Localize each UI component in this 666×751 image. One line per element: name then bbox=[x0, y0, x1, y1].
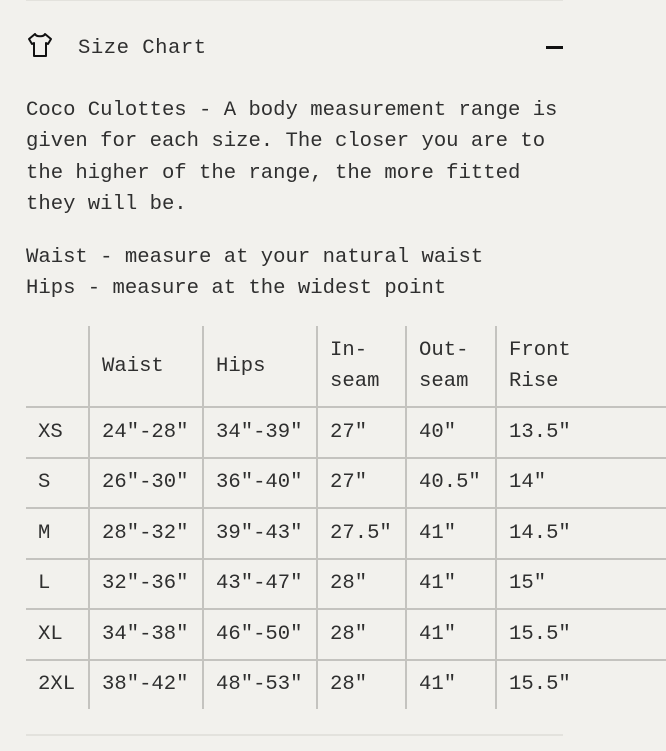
size-label: L bbox=[26, 559, 89, 610]
table-row bbox=[26, 609, 666, 660]
table-cell: 40.5" bbox=[406, 458, 496, 509]
waist-instruction: Waist - measure at your natural waist bbox=[26, 246, 484, 269]
measurement-instructions bbox=[26, 242, 566, 305]
size-label: S bbox=[26, 458, 89, 509]
table-cell: 14" bbox=[496, 458, 666, 509]
table-cell: 15.5" bbox=[496, 609, 666, 660]
table-cell: 32"-36" bbox=[89, 559, 203, 610]
table-cell: 43"-47" bbox=[203, 559, 317, 610]
table-cell: 27" bbox=[317, 458, 406, 509]
table-cell: 38"-42" bbox=[89, 660, 203, 710]
table-cell: 48"-53" bbox=[203, 660, 317, 710]
table-row bbox=[26, 508, 666, 559]
table-cell: 28" bbox=[317, 609, 406, 660]
table-cell: 26"-30" bbox=[89, 458, 203, 509]
divider-bottom bbox=[26, 734, 563, 736]
table-cell: 28" bbox=[317, 559, 406, 610]
table-cell: 15.5" bbox=[496, 660, 666, 710]
table-cell: 27.5" bbox=[317, 508, 406, 559]
tshirt-icon bbox=[26, 31, 54, 66]
column-header: Waist bbox=[89, 326, 203, 407]
hips-instruction: Hips - measure at the widest point bbox=[26, 277, 447, 301]
table-cell: 24"-28" bbox=[89, 407, 203, 458]
table-cell: 28"-32" bbox=[89, 508, 203, 559]
column-header: In- seam bbox=[317, 326, 406, 407]
size-table-scroll[interactable] bbox=[26, 326, 571, 704]
table-cell: 13.5" bbox=[496, 407, 666, 458]
table-cell: 41" bbox=[406, 660, 496, 710]
table-cell: 41" bbox=[406, 609, 496, 660]
table-row bbox=[26, 660, 666, 710]
table-cell: 46"-50" bbox=[203, 609, 317, 660]
table-row bbox=[26, 559, 666, 610]
size-chart-accordion-header[interactable] bbox=[26, 30, 563, 66]
table-row bbox=[26, 407, 666, 458]
size-label: XL bbox=[26, 609, 89, 660]
table-cell: 27" bbox=[317, 407, 406, 458]
table-cell: 34"-39" bbox=[203, 407, 317, 458]
size-label: M bbox=[26, 508, 89, 559]
table-cell: 28" bbox=[317, 660, 406, 710]
divider-top bbox=[26, 0, 563, 1]
column-header: Hips bbox=[203, 326, 317, 407]
column-header: Out- seam bbox=[406, 326, 496, 407]
table-cell: 41" bbox=[406, 508, 496, 559]
size-label: XS bbox=[26, 407, 89, 458]
table-cell: 14.5" bbox=[496, 508, 666, 559]
table-cell: 39"-43" bbox=[203, 508, 317, 559]
table-cell: 34"-38" bbox=[89, 609, 203, 660]
table-cell: 40" bbox=[406, 407, 496, 458]
collapse-icon[interactable] bbox=[546, 46, 563, 49]
size-description: Coco Culottes - A body measurement range is given for each size. The closer you are to the higher of the range, the more fitted they will be. bbox=[26, 99, 558, 216]
size-label: 2XL bbox=[26, 660, 89, 710]
section-title: Size Chart bbox=[78, 36, 207, 60]
column-header: Front Rise bbox=[496, 326, 666, 407]
table-cell: 15" bbox=[496, 559, 666, 610]
table-cell: 41" bbox=[406, 559, 496, 610]
size-table bbox=[26, 326, 666, 709]
table-header-row bbox=[26, 326, 666, 407]
column-header bbox=[26, 326, 89, 407]
table-cell: 36"-40" bbox=[203, 458, 317, 509]
table-row bbox=[26, 458, 666, 509]
